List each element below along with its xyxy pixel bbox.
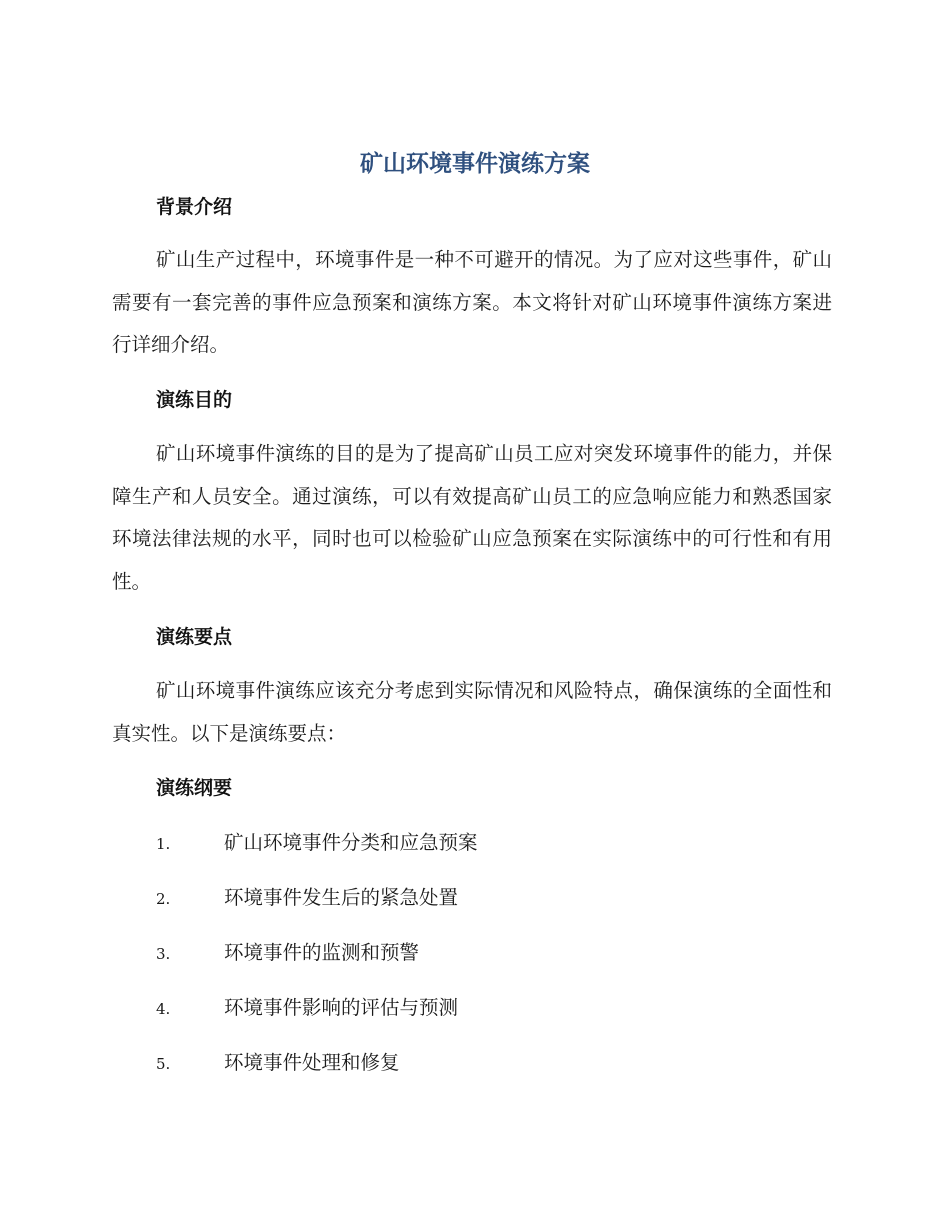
section-body-purpose: 矿山环境事件演练的目的是为了提高矿山员工应对突发环境事件的能力，并保障生产和人员安全。通过演练，可以有效提高矿山员工的应急响应能力和熟悉国家环境法律法规的水平，同时也可以检验矿山应急预案在实际演练中的可行性和有用性。 [112, 442, 832, 593]
outline-item-text: 环境事件影响的评估与预测 [224, 996, 459, 1019]
section-heading-key-points: 演练要点 [156, 626, 233, 648]
outline-item-number: 2. [156, 890, 171, 908]
outline-item-number: 5. [156, 1055, 171, 1073]
outline-item-text: 环境事件的监测和预警 [224, 941, 420, 964]
section-heading-outline: 演练纲要 [156, 777, 233, 799]
document-title: 矿山环境事件演练方案 [360, 151, 590, 177]
section-heading-purpose: 演练目的 [156, 389, 233, 411]
outline-item-2 [156, 883, 756, 913]
outline-item-number: 1. [156, 835, 171, 853]
outline-item-1 [156, 828, 756, 858]
outline-item-number: 3. [156, 945, 171, 963]
outline-item-text: 环境事件处理和修复 [224, 1051, 400, 1074]
outline-item-text: 矿山环境事件分类和应急预案 [224, 831, 478, 854]
outline-item-5 [156, 1048, 756, 1078]
outline-item-3 [156, 938, 756, 968]
outline-item-number: 4. [156, 1000, 171, 1018]
outline-item-4 [156, 993, 756, 1023]
section-body-key-points: 矿山环境事件演练应该充分考虑到实际情况和风险特点，确保演练的全面性和真实性。以下是演练要点： [112, 679, 832, 745]
section-heading-background: 背景介绍 [156, 196, 233, 218]
section-body-background: 矿山生产过程中，环境事件是一种不可避开的情况。为了应对这些事件，矿山需要有一套完善的事件应急预案和演练方案。本文将针对矿山环境事件演练方案进行详细介绍。 [112, 248, 832, 356]
outline-item-text: 环境事件发生后的紧急处置 [224, 886, 459, 909]
